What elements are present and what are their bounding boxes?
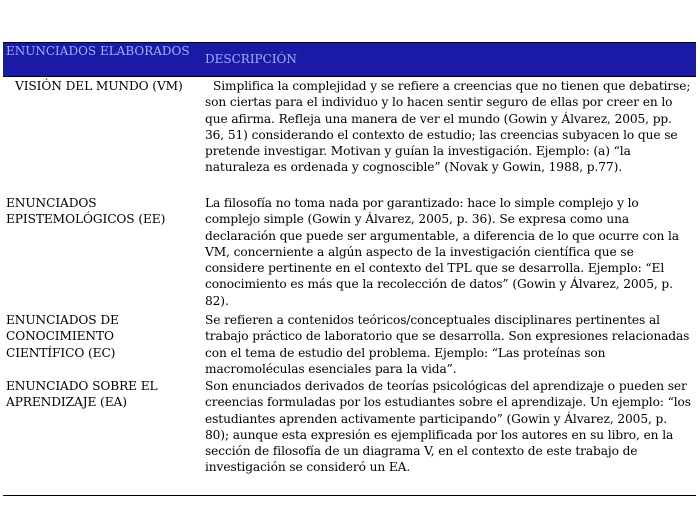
table-bottom-border [3, 495, 696, 496]
row-description: Se refieren a contenidos teóricos/conceptuales disciplinares pertinentes al trabajo práctico de laboratorio que se desarrolla. Son expresiones relacionadas con el tema de estudio del problema. Ejemplo: “Las proteínas son macromoléculas esenciales para la vida”. [205, 313, 690, 376]
row-term: ENUNCIADOS EPISTEMOLÓGICOS (EE) [6, 196, 166, 227]
row-term: VISIÓN DEL MUNDO (VM) [15, 79, 183, 93]
row-description: La filosofía no toma nada por garantizado: hace lo simple complejo y lo complejo simple (Gowin y Álvarez, 2005, p. 36). Se expresa como una declaración que puede ser argumentable, a diferencia de lo que ocurre con la VM, concerniente a algún aspecto de la investigación científica que se considere pertinente en el contexto del TPL que se desarrolla. Ejemplo: “El conocimiento es más que la recolección de datos” (Gowin y Álvarez, 2005, p. 82). [205, 196, 679, 308]
row-description: Son enunciados derivados de teorías psicológicas del aprendizaje o pueden ser creencias formuladas por los estudiantes sobre el aprendizaje. Un ejemplo: “los estudiantes aprenden activamente participando” (Gowin y Álvarez, 2005, p. 80); aunque esta expresión es ejemplificada por los autores en su libro, en la sección de filosofía de un diagrama V, en el contexto de este trabajo de investigación se consideró un EA. [205, 379, 691, 475]
table-row [3, 195, 696, 312]
row-term: ENUNCIADO SOBRE EL APRENDIZAJE (EA) [6, 379, 158, 410]
row-term: ENUNCIADOS DE CONOCIMIENTO CIENTÍFICO (EC) [6, 313, 119, 360]
row-description: Simplifica la complejidad y se refiere a creencias que no tienen que debatirse; son ciertas para el individuo y lo hacen sentir seguro de ellas por creer en lo que afirma. Refleja una manera de ver el mundo (Gowin y Álvarez, 2005, pp. 36, 51) considerando el contexto de estudio; las creencias subyacen lo que se pretende investigar. Motivan y guían la investigación. Ejemplo: (a) “la naturaleza es ordenada y cognoscible” (Novak y Gowin, 1988, p.77). [205, 79, 691, 175]
header-enunciados: ENUNCIADOS ELABORADOS [6, 44, 190, 58]
table-row [3, 378, 696, 495]
table-header [3, 42, 696, 77]
table-row [3, 77, 696, 195]
concepts-table [3, 42, 696, 496]
table-row [3, 312, 696, 378]
header-descripcion: DESCRIPCIÓN [205, 52, 297, 66]
